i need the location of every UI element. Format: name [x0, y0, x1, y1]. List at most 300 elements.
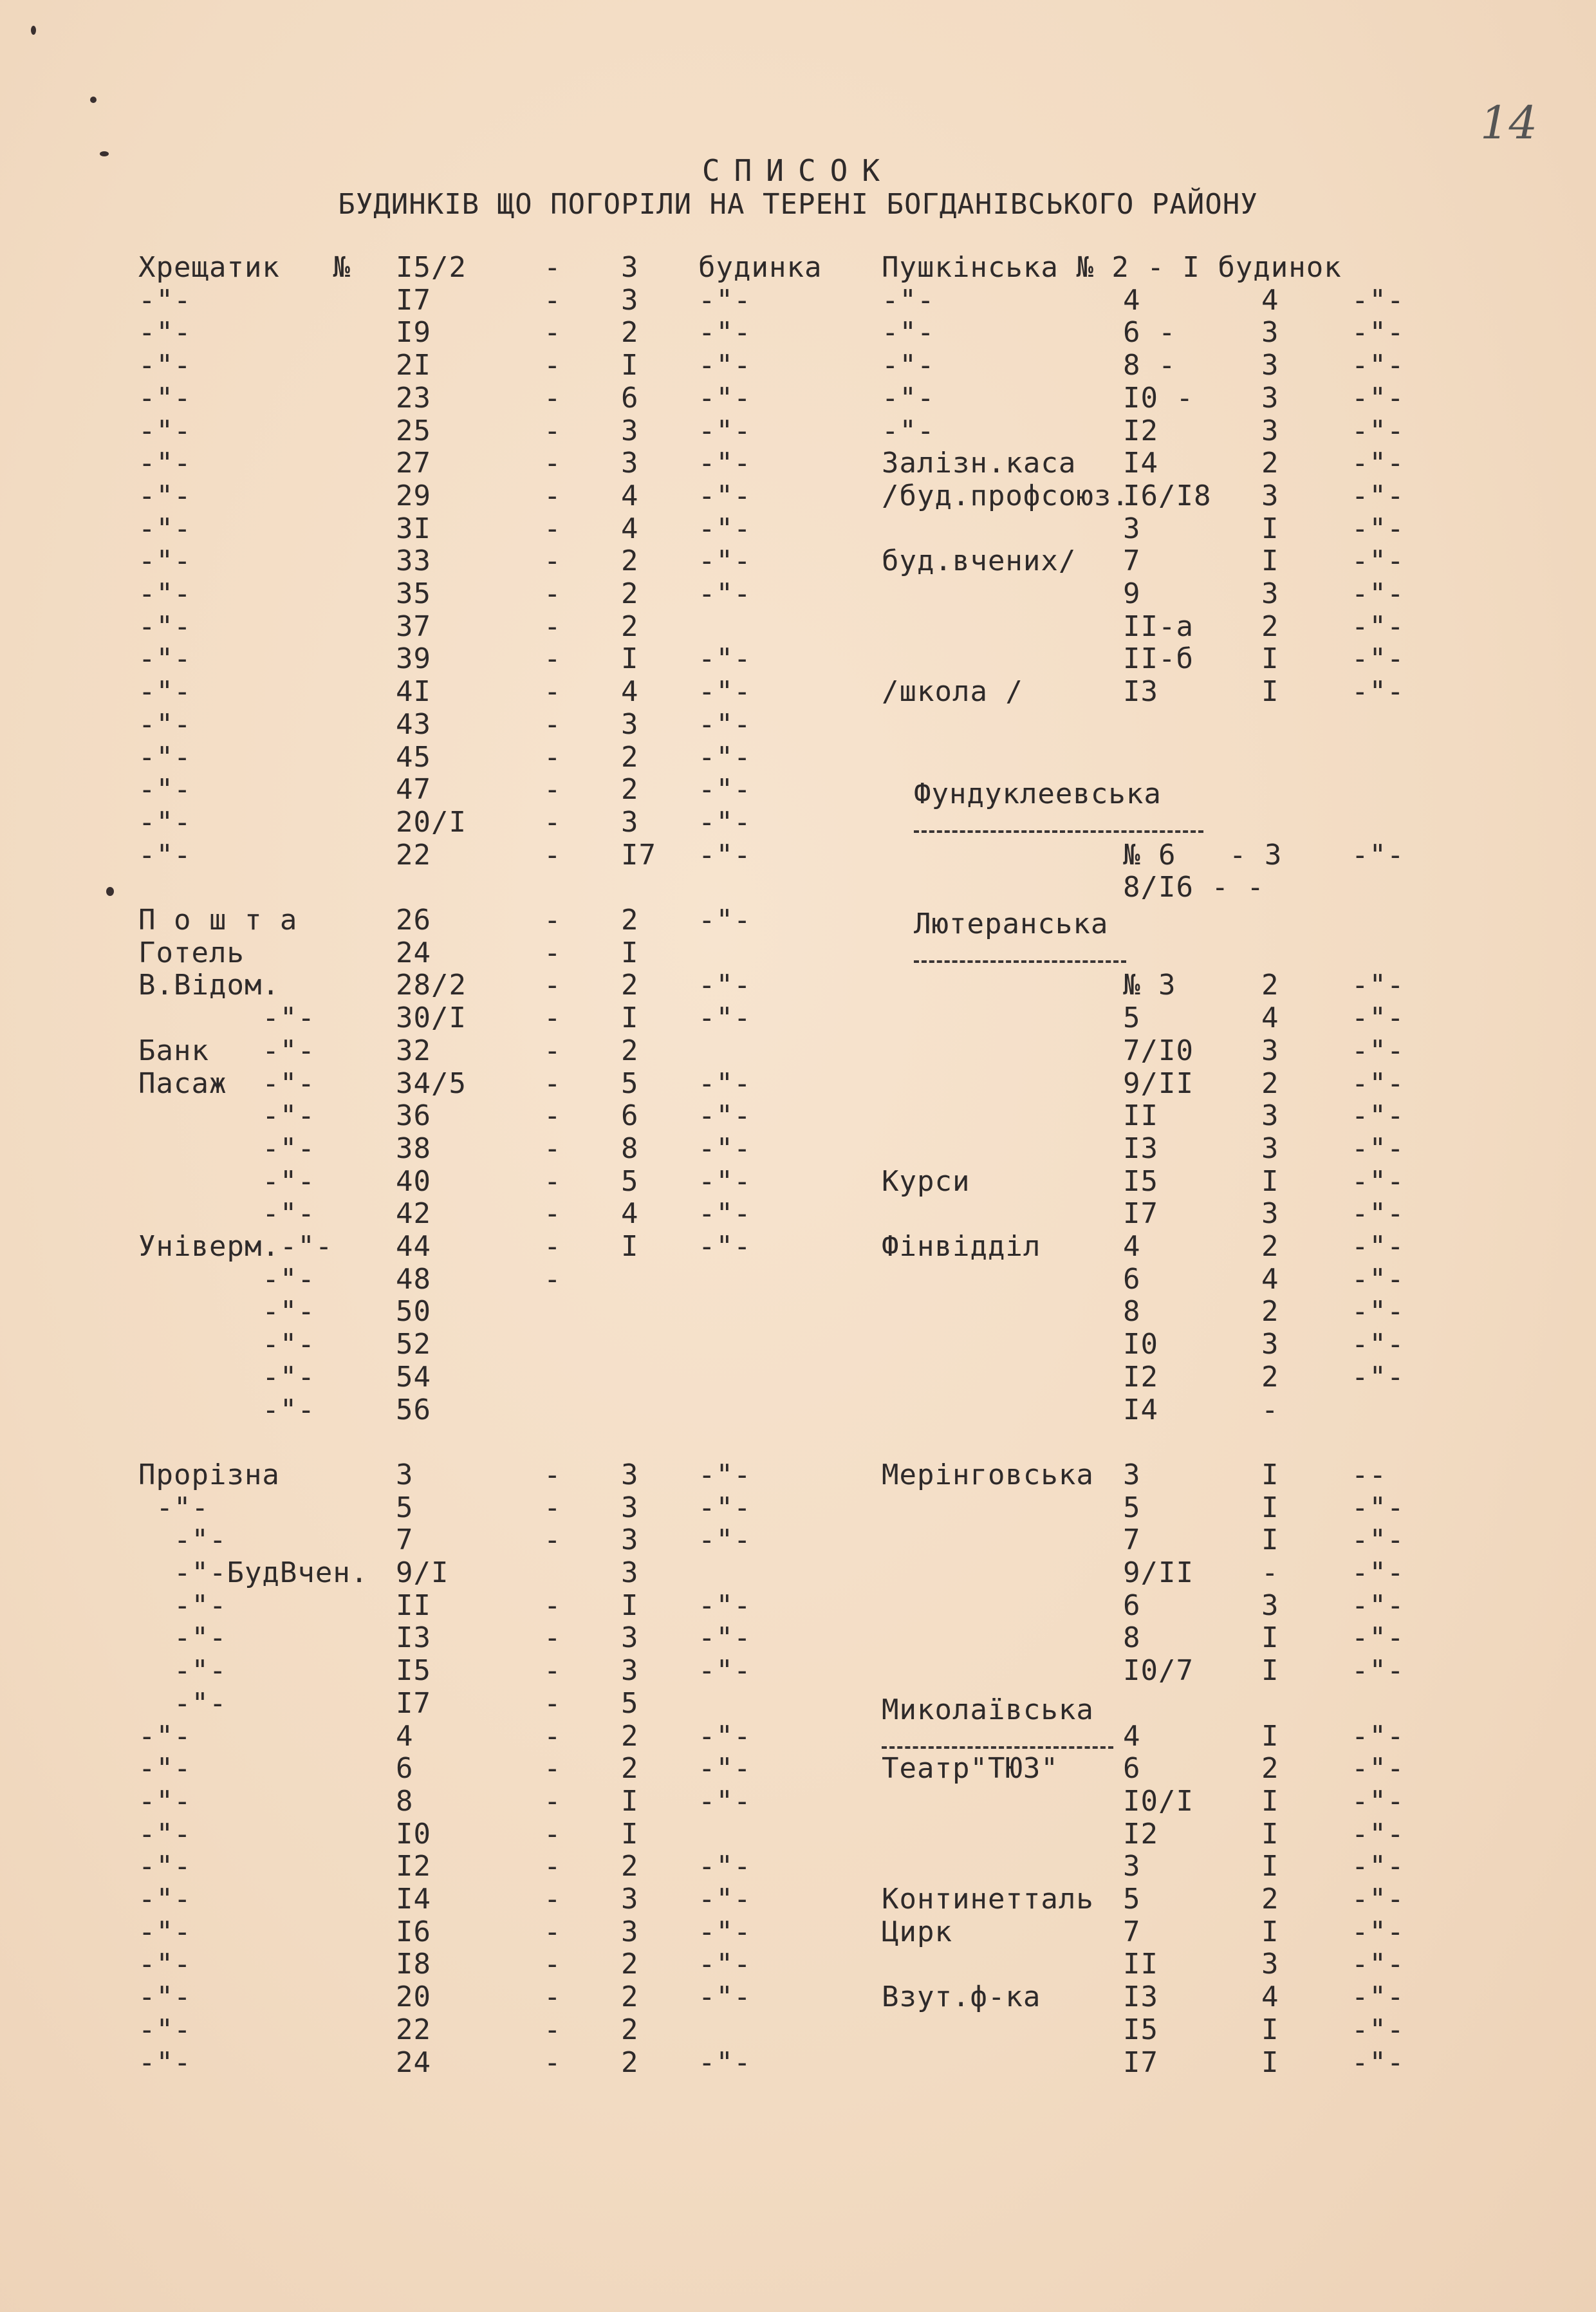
left-row-label: -"- — [138, 316, 192, 349]
left-row-label: -"- — [138, 2046, 192, 2079]
right-row-number: 3 — [1123, 1459, 1141, 1491]
right-row-number: ІІ — [1123, 1948, 1158, 1981]
left-row-ditto: -"- — [698, 839, 752, 872]
right-row-ditto: -"- — [1351, 1263, 1405, 1296]
left-row-dash: - — [544, 937, 562, 969]
left-row-count: І — [621, 1230, 639, 1263]
left-row-number: 42 — [396, 1197, 431, 1230]
left-row-ditto: -"- — [698, 1002, 752, 1034]
left-row-count: 2 — [621, 577, 639, 610]
right-row-number: 3 — [1123, 512, 1141, 545]
left-row-ditto: -"- — [698, 1654, 752, 1687]
left-row-number: 39 — [396, 642, 431, 675]
left-row-ditto: -"- — [698, 773, 752, 806]
left-row-dash: - — [544, 512, 562, 545]
left-row-ditto: -"- — [698, 480, 752, 512]
right-row-number: 5 — [1123, 1002, 1141, 1034]
right-row-ditto: -"- — [1351, 1328, 1405, 1361]
left-row-number: 33 — [396, 545, 431, 577]
left-row-label: -"- — [138, 2013, 192, 2046]
left-row-label: -"- — [138, 1589, 227, 1622]
right-row-number: 8 - — [1123, 349, 1176, 382]
right-row-ditto: -"- — [1351, 512, 1405, 545]
left-row-count: 4 — [621, 512, 639, 545]
left-row-label: -"- — [138, 545, 192, 577]
right-row-count: 2 — [1261, 610, 1279, 643]
left-row-label: Банк -"- — [138, 1034, 315, 1067]
left-row-dash: - — [544, 1132, 562, 1165]
left-row-label: -"- — [138, 349, 192, 382]
left-row-label: -"- — [138, 773, 192, 806]
left-row-dash: - — [544, 1459, 562, 1491]
right-row-count: 3 — [1261, 316, 1279, 349]
right-row-count: І — [1261, 1785, 1279, 1818]
right-row-ditto: -"- — [1351, 1034, 1405, 1067]
left-row-dash: - — [544, 1948, 562, 1981]
right-row-ditto: -"- — [1351, 675, 1405, 708]
right-row-ditto: -"- — [1351, 1524, 1405, 1556]
left-row-dash: - — [544, 415, 562, 447]
right-row-number: 4 — [1123, 284, 1141, 317]
right-row-count: 3 — [1261, 577, 1279, 610]
right-row-count: І — [1261, 512, 1279, 545]
left-row-number: 44 — [396, 1230, 431, 1263]
left-row-label: -"- — [138, 1099, 315, 1132]
left-row-number: 37 — [396, 610, 431, 643]
left-row-count: І7 — [621, 839, 656, 872]
left-row-number: 43 — [396, 708, 431, 741]
left-row-count: 4 — [621, 480, 639, 512]
right-row-ditto: -"- — [1351, 839, 1405, 872]
left-row-label: -"- — [138, 1002, 315, 1034]
right-row-count: 3 — [1261, 1034, 1279, 1067]
right-row-label: /школа / — [882, 675, 1023, 708]
right-row-count: 3 — [1261, 1132, 1279, 1165]
left-row-count: 2 — [621, 773, 639, 806]
left-row-ditto: -"- — [698, 1459, 752, 1491]
left-row-label: -"- — [138, 610, 192, 643]
left-row-ditto: -"- — [698, 1850, 752, 1883]
left-row-label: -"- — [138, 1197, 315, 1230]
right-row-number: І7 — [1123, 1197, 1158, 1230]
left-row-number: 27 — [396, 447, 431, 480]
left-row-number: І5/2 — [396, 251, 467, 284]
right-row-ditto: -"- — [1351, 2013, 1405, 2046]
right-row-label: Залізн.каса — [882, 447, 1077, 480]
left-row-label: -"- — [138, 577, 192, 610]
left-row-dash: - — [544, 708, 562, 741]
right-row-count: І — [1261, 2046, 1279, 2079]
left-row-dash: - — [544, 577, 562, 610]
right-row-count: І — [1261, 1165, 1279, 1198]
document-title: СПИСОК — [701, 153, 895, 188]
left-row-count: 2 — [621, 741, 639, 774]
right-row-number: 7 — [1123, 1524, 1141, 1556]
left-row-count: 3 — [621, 1883, 639, 1916]
right-row-number: І3 — [1123, 1132, 1158, 1165]
left-row-count: 2 — [621, 1752, 639, 1785]
header-mykolaivska: Миколаївська — [882, 1693, 1094, 1726]
right-row-number: 5 — [1123, 1883, 1141, 1916]
right-row-number: ІІ-а — [1123, 610, 1194, 643]
left-row-label: -"- — [138, 1818, 192, 1851]
left-row-label: -"- — [138, 675, 192, 708]
left-row-dash: - — [544, 610, 562, 643]
right-row-number: 9 — [1123, 577, 1141, 610]
left-row-count: І — [621, 937, 639, 969]
right-row-number: 8/І6 - - — [1123, 871, 1265, 904]
right-row-number: 7 — [1123, 1916, 1141, 1948]
left-row-dash: - — [544, 2013, 562, 2046]
right-row-count: 2 — [1261, 1752, 1279, 1785]
right-row-count: І — [1261, 2013, 1279, 2046]
left-row-number: 40 — [396, 1165, 431, 1198]
left-row-count: І — [621, 1785, 639, 1818]
right-row-ditto: -- — [1351, 1459, 1387, 1491]
left-row-label: Універм.-"- — [138, 1230, 333, 1263]
right-row-ditto: -"- — [1351, 447, 1405, 480]
left-row-label: -"- — [138, 480, 192, 512]
right-row-number: І0 — [1123, 1328, 1158, 1361]
left-row-number: І5 — [396, 1654, 431, 1687]
left-row-count: 2 — [621, 1948, 639, 1981]
left-row-count: 2 — [621, 969, 639, 1002]
right-row-ditto: -"- — [1351, 1230, 1405, 1263]
left-row-count: 3 — [621, 1916, 639, 1948]
left-row-number: 56 — [396, 1394, 431, 1426]
left-row-count: 8 — [621, 1132, 639, 1165]
left-row-label: -"- — [138, 1916, 192, 1948]
right-row-ditto: -"- — [1351, 1132, 1405, 1165]
left-row-count: І — [621, 642, 639, 675]
left-row-label: -"- — [138, 741, 192, 774]
right-row-number: 6 — [1123, 1589, 1141, 1622]
right-row-ditto: -"- — [1351, 545, 1405, 577]
left-row-ditto: -"- — [698, 1948, 752, 1981]
left-row-ditto: -"- — [698, 1720, 752, 1753]
left-row-ditto: -"- — [698, 545, 752, 577]
right-row-number: 3 — [1123, 1850, 1141, 1883]
right-row-ditto: -"- — [1351, 1491, 1405, 1524]
underline-luteranska — [914, 960, 1126, 963]
right-row-count: 2 — [1261, 1295, 1279, 1328]
right-row-number: 9/ІІ — [1123, 1556, 1194, 1589]
left-row-label: -"- — [138, 1720, 192, 1753]
left-row-dash: - — [544, 642, 562, 675]
ink-spot — [90, 97, 97, 103]
document-subtitle: БУДИНКІВ ЩО ПОГОРІЛИ НА ТЕРЕНІ БОГДАНІВСЬКОГО РАЙОНУ — [338, 188, 1258, 221]
left-row-label: -"- — [138, 1752, 192, 1785]
left-row-label: -"- — [138, 1491, 209, 1524]
right-row-ditto: -"- — [1351, 2046, 1405, 2079]
header-luteranska: Лютеранська — [914, 908, 1109, 940]
left-row-number: 6 — [396, 1752, 414, 1785]
right-row-number: І5 — [1123, 1165, 1158, 1198]
left-row-count: 4 — [621, 1197, 639, 1230]
left-row-number: 54 — [396, 1361, 431, 1394]
left-row-number: 29 — [396, 480, 431, 512]
left-row-count: 3 — [621, 1524, 639, 1556]
left-row-ditto: -"- — [698, 1165, 752, 1198]
ink-spot — [106, 887, 114, 896]
right-row-label: Фінвідділ — [882, 1230, 1041, 1263]
right-row-number: І0/І — [1123, 1785, 1194, 1818]
left-row-number: 34/5 — [396, 1067, 467, 1100]
right-row-number: І6/І8 — [1123, 480, 1212, 512]
right-row-ditto: -"- — [1351, 577, 1405, 610]
left-row-number: І7 — [396, 1687, 431, 1720]
left-row-dash: - — [544, 1687, 562, 1720]
left-row-dash: - — [544, 1621, 562, 1654]
left-row-ditto: -"- — [698, 1491, 752, 1524]
right-row-number: № 6 - 3 — [1123, 839, 1283, 872]
right-row-count: 3 — [1261, 1589, 1279, 1622]
left-row-label: -"- — [138, 1687, 227, 1720]
left-row-count: 5 — [621, 1165, 639, 1198]
left-row-dash: - — [544, 545, 562, 577]
right-row-count: 2 — [1261, 969, 1279, 1002]
left-row-count: 3 — [621, 1621, 639, 1654]
left-row-label: В.Відом. — [138, 969, 280, 1002]
right-row-ditto: -"- — [1351, 969, 1405, 1002]
left-row-label: -"- — [138, 1785, 192, 1818]
right-row-count: 2 — [1261, 447, 1279, 480]
right-row-ditto: -"- — [1351, 1589, 1405, 1622]
right-row-ditto: -"- — [1351, 415, 1405, 447]
right-row-ditto: -"- — [1351, 382, 1405, 415]
left-row-label: -"- — [138, 1654, 227, 1687]
left-row-number: 24 — [396, 937, 431, 969]
right-row-count: 3 — [1261, 1948, 1279, 1981]
page-number: 14 — [1480, 97, 1538, 149]
right-row-ditto: -"- — [1351, 1361, 1405, 1394]
left-row-ditto: -"- — [698, 382, 752, 415]
left-row-dash: - — [544, 1002, 562, 1034]
left-row-count: 2 — [621, 316, 639, 349]
left-row-ditto: -"- — [698, 2046, 752, 2079]
right-row-count: 2 — [1261, 1361, 1279, 1394]
left-row-count: 2 — [621, 1034, 639, 1067]
left-row-count: 3 — [621, 1491, 639, 1524]
left-row-ditto: -"- — [698, 415, 752, 447]
left-row-number: 8 — [396, 1785, 414, 1818]
left-row-label: -"- — [138, 1981, 192, 2013]
right-row-number: 7 — [1123, 545, 1141, 577]
left-row-count: 2 — [621, 545, 639, 577]
left-row-number: 38 — [396, 1132, 431, 1165]
left-row-number: 50 — [396, 1295, 431, 1328]
right-row-ditto: -"- — [1351, 1948, 1405, 1981]
left-row-number: 4І — [396, 675, 431, 708]
left-row-dash: - — [544, 806, 562, 839]
left-row-ditto: -"- — [698, 708, 752, 741]
right-row-ditto: -"- — [1351, 1981, 1405, 2013]
left-row-dash: - — [544, 1263, 562, 1296]
left-row-dash: - — [544, 251, 562, 284]
right-row-number: 8 — [1123, 1621, 1141, 1654]
right-row-ditto: -"- — [1351, 1720, 1405, 1753]
right-row-number: ІІ — [1123, 1099, 1158, 1132]
left-row-ditto: -"- — [698, 1621, 752, 1654]
right-row-count: І — [1261, 545, 1279, 577]
left-row-ditto: -"- — [698, 349, 752, 382]
left-row-count: 2 — [621, 2013, 639, 2046]
right-row-number: І2 — [1123, 1361, 1158, 1394]
left-row-label: -"- — [138, 1295, 315, 1328]
right-row-label: Пушкінська № 2 - І будинок — [882, 251, 1342, 284]
right-row-count: 3 — [1261, 1328, 1279, 1361]
right-row-number: 4 — [1123, 1230, 1141, 1263]
left-row-label: -"- — [138, 447, 192, 480]
left-row-ditto: -"- — [698, 1981, 752, 2013]
left-row-dash: - — [544, 1230, 562, 1263]
left-row-dash: - — [544, 1491, 562, 1524]
left-row-number: 32 — [396, 1034, 431, 1067]
left-row-dash: - — [544, 1916, 562, 1948]
right-row-number: 9/ІІ — [1123, 1067, 1194, 1100]
right-row-number: 4 — [1123, 1720, 1141, 1753]
right-row-count: 2 — [1261, 1883, 1279, 1916]
left-row-label: Хрещатик № — [138, 251, 351, 284]
right-row-ditto: -"- — [1351, 610, 1405, 643]
right-row-count: 2 — [1261, 1230, 1279, 1263]
right-row-ditto: -"- — [1351, 1654, 1405, 1687]
right-row-label: /буд.профсоюз. — [882, 480, 1129, 512]
left-row-label: -"- — [138, 1361, 315, 1394]
left-row-dash: - — [544, 773, 562, 806]
left-row-ditto: -"- — [698, 806, 752, 839]
left-row-label: -"- — [138, 1132, 315, 1165]
left-row-number: 35 — [396, 577, 431, 610]
left-row-number: 30/І — [396, 1002, 467, 1034]
left-row-ditto: -"- — [698, 512, 752, 545]
left-row-count: 3 — [621, 806, 639, 839]
right-row-label: Континетталь — [882, 1883, 1094, 1916]
left-row-number: І8 — [396, 1948, 431, 1981]
left-row-ditto: -"- — [698, 1589, 752, 1622]
left-row-ditto: -"- — [698, 1916, 752, 1948]
left-row-label: -"- — [138, 1165, 315, 1198]
left-row-number: 23 — [396, 382, 431, 415]
left-row-count: 2 — [621, 2046, 639, 2079]
left-row-number: 3 — [396, 1459, 414, 1491]
left-row-dash: - — [544, 969, 562, 1002]
left-row-count: 4 — [621, 675, 639, 708]
left-row-label: -"- — [138, 382, 192, 415]
left-row-count: 3 — [621, 415, 639, 447]
right-row-number: 6 — [1123, 1752, 1141, 1785]
right-row-number: І5 — [1123, 2013, 1158, 2046]
right-row-ditto: -"- — [1351, 1002, 1405, 1034]
left-row-dash: - — [544, 675, 562, 708]
left-row-count: 3 — [621, 447, 639, 480]
left-row-label: -"- — [138, 839, 192, 872]
left-row-number: 9/І — [396, 1556, 449, 1589]
right-row-number: 6 — [1123, 1263, 1141, 1296]
left-row-ditto: -"- — [698, 1099, 752, 1132]
left-row-ditto: -"- — [698, 316, 752, 349]
right-row-ditto: -"- — [1351, 316, 1405, 349]
left-row-dash: - — [544, 1818, 562, 1851]
left-row-label: -"- — [138, 1883, 192, 1916]
right-row-count: І — [1261, 1621, 1279, 1654]
left-row-number: 52 — [396, 1328, 431, 1361]
left-row-number: І3 — [396, 1621, 431, 1654]
underline-mykolaivska — [882, 1746, 1113, 1749]
left-row-label: -"- — [138, 642, 192, 675]
left-row-number: 2І — [396, 349, 431, 382]
right-row-label: -"- — [882, 382, 935, 415]
right-row-number: 7/І0 — [1123, 1034, 1194, 1067]
left-row-ditto: будинка — [698, 251, 822, 284]
left-row-ditto: -"- — [698, 1752, 752, 1785]
left-row-ditto: -"- — [698, 642, 752, 675]
left-row-dash: - — [544, 904, 562, 937]
underline-fundukleevska — [914, 830, 1203, 833]
left-row-ditto: -"- — [698, 447, 752, 480]
left-row-label: Прорізна — [138, 1459, 280, 1491]
left-row-ditto: -"- — [698, 1197, 752, 1230]
right-row-count: І — [1261, 1491, 1279, 1524]
left-row-number: І6 — [396, 1916, 431, 1948]
left-row-label: П о ш т а — [138, 904, 298, 937]
left-row-number: 48 — [396, 1263, 431, 1296]
left-row-label: -"- — [138, 1524, 227, 1556]
right-row-label: Курси — [882, 1165, 970, 1198]
right-row-count: 3 — [1261, 349, 1279, 382]
left-row-label: Готель — [138, 937, 245, 969]
right-row-label: Мерінговська — [882, 1459, 1094, 1491]
left-row-dash: - — [544, 1197, 562, 1230]
right-row-count: І — [1261, 1916, 1279, 1948]
left-row-count: 2 — [621, 904, 639, 937]
right-row-count: 3 — [1261, 480, 1279, 512]
left-row-dash: - — [544, 382, 562, 415]
left-row-count: І — [621, 1002, 639, 1034]
left-row-number: 20 — [396, 1981, 431, 2013]
right-row-ditto: -"- — [1351, 1850, 1405, 1883]
left-row-ditto: -"- — [698, 1883, 752, 1916]
right-row-number: І0 - — [1123, 382, 1194, 415]
left-row-count: 3 — [621, 251, 639, 284]
right-row-number: І4 — [1123, 447, 1158, 480]
left-row-dash: - — [544, 349, 562, 382]
left-row-dash: - — [544, 316, 562, 349]
left-row-ditto: -"- — [698, 1524, 752, 1556]
left-row-dash: - — [544, 1034, 562, 1067]
right-row-count: 3 — [1261, 415, 1279, 447]
left-row-number: 25 — [396, 415, 431, 447]
left-row-count: 6 — [621, 382, 639, 415]
right-row-count: І — [1261, 675, 1279, 708]
left-row-dash: - — [544, 1981, 562, 2013]
left-row-ditto: -"- — [698, 1132, 752, 1165]
left-row-number: 36 — [396, 1099, 431, 1132]
right-row-count: - — [1261, 1394, 1279, 1426]
right-row-label: -"- — [882, 349, 935, 382]
right-row-number: ІІ-б — [1123, 642, 1194, 675]
left-row-dash: - — [544, 447, 562, 480]
right-row-number: І2 — [1123, 1818, 1158, 1851]
left-row-dash: - — [544, 1067, 562, 1100]
right-row-count: І — [1261, 1720, 1279, 1753]
right-row-number: 6 - — [1123, 316, 1176, 349]
right-row-label: Цирк — [882, 1916, 952, 1948]
left-row-ditto: -"- — [698, 904, 752, 937]
right-row-number: І0/7 — [1123, 1654, 1194, 1687]
left-row-count: 3 — [621, 1654, 639, 1687]
right-row-count: 4 — [1261, 284, 1279, 317]
